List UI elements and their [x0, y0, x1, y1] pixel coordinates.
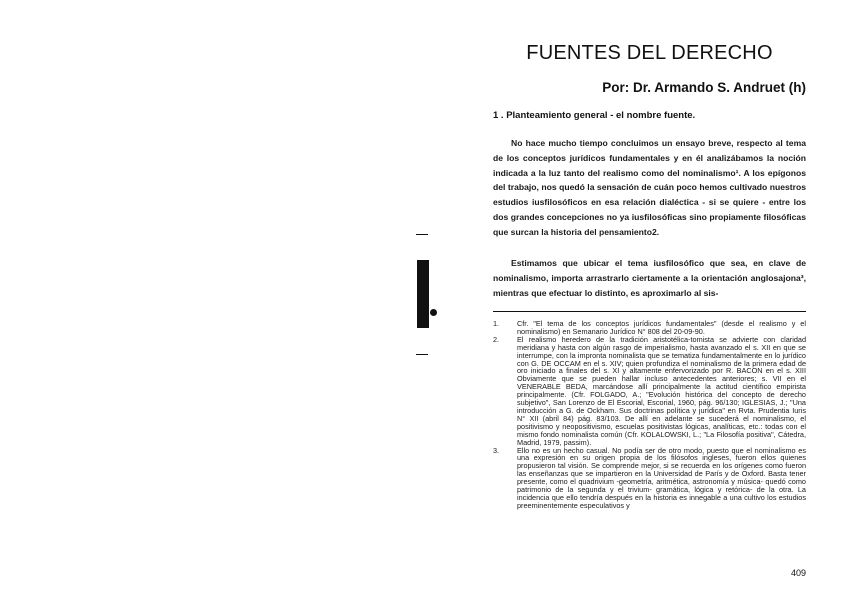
footnote-text: El realismo heredero de la tradición aristotélica-tomista se advierte con claridad meridiana y hasta con algún rasgo de imperialismo, hasta avanzado el s. XII en que se interrumpe, con la impronta nominalista que se tematiza fundamentalmente en lo jurídico con G. DE OCCAM en el s. XIV; quien profundiza el nominalismo de la primera edad de oro iniciado a finales del s. XI y altamente enfervorizado por R. BACON en el s. XIII Obviamente que se pueden hallar incluso antecedentes anteriores; s. VII en el VENERABLE BEDA, marcándose allí principalmente la actitud científico empirista principalmente. (Cfr. FOLGADO, A.; "Evolución histórica del concepto de derecho subjetivo", San Lorenzo de El Escorial, Escorial, 1960, pág. 96/130; IGLESIAS, J.; "Una introducción a G. de Ockham. Sus doctrinas política y jurídica" en Rvta. Prudentia Iuris N° XII (abril 84) pág. 83/103. De allí en adelante se sucederá el nominalismo, el positivismo y neopositivismo, escuelas positivistas lógicas, analíticas, etc.: todas con el mismo fondo nominalista común (Cfr. KOLALOWSKI, L.; "La Filosofía positiva", Cátedra, Madrid, 1979, passim). [517, 334, 806, 447]
footnote-divider [493, 311, 806, 312]
body-paragraph-2: Estimamos que ubicar el tema iusfilosófico que sea, en clave de nominalismo, importa arrastrarlo ciertamente a la orientación anglosajona³, mientras que efectuar lo distinto, es aproximarlo al sis- [493, 258, 806, 298]
footnote-3 [493, 447, 806, 510]
footnote-text: Cfr. "El tema de los conceptos jurídicos fundamentales" (desde el realismo y el nominalismo) en Semanario Jurídico N° 808 del 20-09-90. [517, 319, 806, 336]
footnote-number: 1. [493, 319, 500, 328]
footnote-number: 2. [493, 334, 500, 344]
margin-dash-bottom [416, 354, 428, 355]
footnotes [493, 320, 806, 510]
page-number: 409 [790, 568, 806, 578]
footnote-number: 3. [493, 445, 500, 455]
author-line: Por: Dr. Armando S. Andruet (h) [602, 80, 806, 95]
page-title: FUENTES DEL DERECHO [526, 42, 773, 64]
margin-dash-top [416, 234, 428, 235]
footnote-2 [493, 336, 806, 447]
ink-dot [430, 309, 437, 316]
section-heading: 1 . Planteamiento general - el nombre fuente. [493, 110, 696, 121]
body-paragraph-1: No hace mucho tiempo concluimos un ensayo breve, respecto al tema de los conceptos jurídicos fundamentales y en él analizábamos la noción indicada a la luz tanto del realismo como del nominalismo¹. A los epígonos del trabajo, nos quedó la sensación de cuán poco hemos cultivado nuestros estudios iusfilosóficos en esa relación dialéctica - si se quiere - entre los dos grandes concepciones no ya iusfilosóficas sino propiamente filosóficas que surcan la historia del pensamiento2. [493, 138, 806, 237]
footnote-text: Ello no es un hecho casual. No podía ser de otro modo, puesto que el nominalismo es una expresión en su origen propia de los filósofos ingleses, fueron ellos quienes propusieron tal visión. Se comprende mejor, si se recuerda en los orígenes como fueron las enseñanzas que se impartieron en la Universidad de París y de Oxford. Basta tener presente, como el quadrivium -geometría, aritmética, astronomía y música- quedó como patrimonio de la segunda y el trivium- gramática, lógica y retórica- de la otra. La incidencia que ello tendría después en la historia es innegable a una cultivo los estudios preeminentemente especulativos y [517, 445, 806, 510]
footnote-1 [493, 320, 806, 336]
binding-mark [417, 260, 429, 328]
